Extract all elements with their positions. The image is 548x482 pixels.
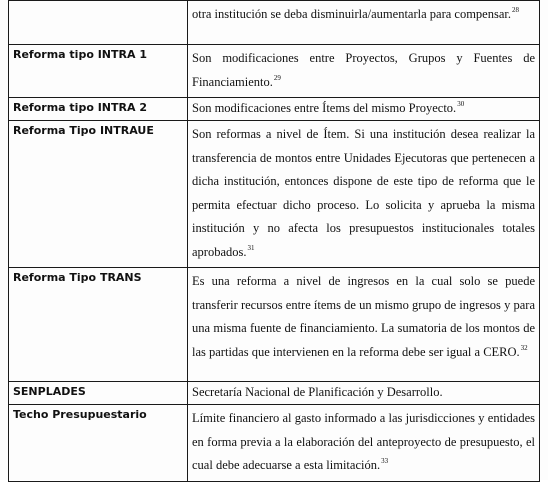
table-row: [9, 121, 540, 268]
term-cell: Reforma Tipo TRANS: [9, 268, 188, 382]
glossary-table: [8, 0, 540, 482]
definition-cell: [188, 45, 540, 98]
definition-text: otra institución se deba disminuirla/aumentarla para compensar.: [192, 7, 511, 21]
term-cell: SENPLADES: [9, 382, 188, 405]
table-row: [9, 98, 540, 121]
term-cell: Reforma Tipo INTRAUE: [9, 121, 188, 268]
definition-cell: [188, 268, 540, 382]
definition-cell: [188, 382, 540, 405]
footnote-ref: 31: [247, 243, 255, 252]
definition-text: Es una reforma a nivel de ingresos en la cual solo se puede transferir recursos entre ítems de un mismo grupo de ingresos y para una misma fuente de financiamiento. La sumatoria de los montos de las partidas que intervienen en la reforma debe ser igual a CERO.: [192, 274, 535, 359]
term-cell: [9, 1, 188, 45]
definition-text: Son reformas a nivel de Ítem. Si una institución desea realizar la transferencia de montos entre Unidades Ejecutoras que pertenecen a dicha institución, entonces dispone de este tipo de reforma que le permita efectuar dicho proceso. Lo solicita y aprueba la misma institución y no afecta los presupuestos institucionales totales aprobados.: [192, 127, 535, 259]
term-cell: Reforma tipo INTRA 1: [9, 45, 188, 98]
table-row: [9, 1, 540, 45]
definition-cell: [188, 121, 540, 268]
term-cell: Reforma tipo INTRA 2: [9, 98, 188, 121]
definition-cell: [188, 1, 540, 45]
footnote-ref: 33: [381, 457, 389, 465]
table-row: [9, 382, 540, 405]
definition-text: Son modificaciones entre Ítems del mismo Proyecto.: [192, 101, 457, 115]
term-cell: Techo Presupuestario: [9, 405, 188, 482]
footnote-ref: 28: [512, 6, 519, 14]
definition-text: Son modificaciones entre Proyectos, Grupos y Fuentes de Financiamiento.: [192, 51, 535, 89]
footnote-ref: 29: [273, 73, 281, 82]
footnote-ref: 32: [520, 343, 528, 352]
definition-cell: [188, 405, 540, 482]
definition-text: Límite financiero al gasto informado a las jurisdicciones y entidades en forma previa a la elaboración del anteproyecto de presupuesto, el cual debe adecuarse a esta limitación.: [192, 411, 535, 472]
table-row: [9, 405, 540, 482]
table-row: [9, 45, 540, 98]
definition-text: Secretaría Nacional de Planificación y Desarrollo.: [192, 385, 443, 399]
definition-cell: [188, 98, 540, 121]
table-row: [9, 268, 540, 382]
footnote-ref: 30: [457, 100, 465, 108]
